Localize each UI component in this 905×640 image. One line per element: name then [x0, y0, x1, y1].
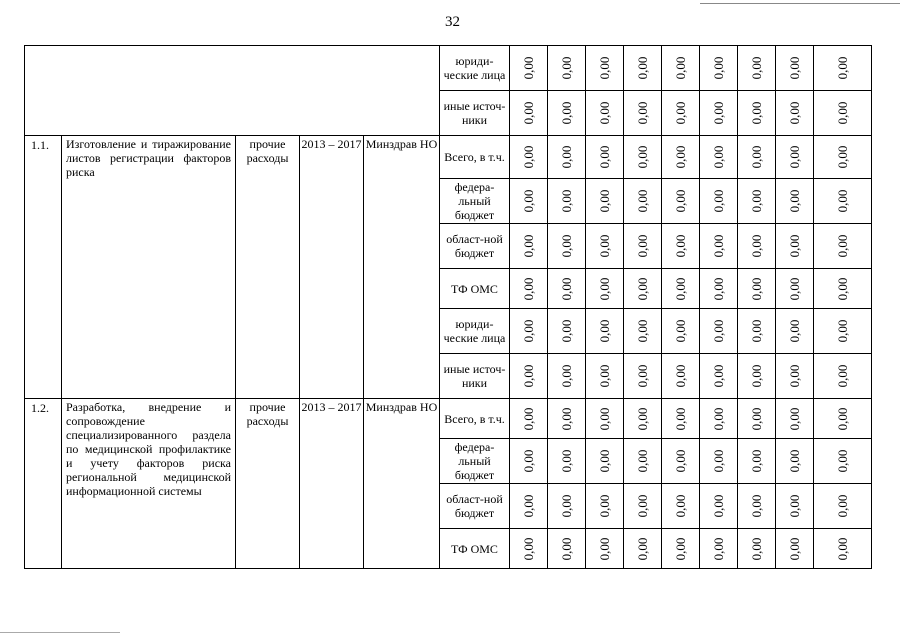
- value-text: 0,00: [634, 234, 650, 258]
- value-cell: [776, 399, 814, 439]
- value-cell: [510, 354, 548, 399]
- value-text: 0,00: [634, 407, 650, 430]
- value-cell: [738, 439, 776, 484]
- value-text: 0,00: [672, 56, 688, 80]
- value-text: 0,00: [596, 319, 612, 343]
- value-text: 0,00: [786, 101, 802, 125]
- value-cell: [776, 179, 814, 224]
- value-cell: [510, 269, 548, 309]
- value-text: 0,00: [634, 189, 650, 213]
- value-text: 0,00: [634, 277, 650, 300]
- value-cell: [510, 439, 548, 484]
- funding-source-cell: Всего, в т.ч.: [440, 136, 510, 179]
- value-text: 0,00: [748, 277, 764, 300]
- value-cell: [548, 399, 586, 439]
- value-text: 0,00: [710, 277, 726, 300]
- value-cell: [510, 399, 548, 439]
- value-text: 0,00: [634, 145, 650, 169]
- item-description: Разработка, внедрение и сопровождение специализированного раздела по медицинской профилактике и учету факторов риска региональной медицинской информационной системы: [62, 399, 236, 569]
- value-text: 0,00: [520, 537, 536, 560]
- value-text: 0,00: [672, 364, 688, 388]
- value-cell: [624, 224, 662, 269]
- value-text: 0,00: [558, 277, 574, 300]
- funding-source-cell: ТФ ОМС: [440, 269, 510, 309]
- value-text: 0,00: [634, 56, 650, 80]
- value-text: 0,00: [710, 101, 726, 125]
- value-cell: [586, 354, 624, 399]
- value-text: 0,00: [672, 449, 688, 473]
- value-cell: [510, 91, 548, 136]
- value-text: 0,00: [596, 364, 612, 388]
- value-text: 0,00: [786, 537, 802, 560]
- table-row: [25, 136, 872, 179]
- value-text: 0,00: [748, 537, 764, 560]
- value-cell: [776, 529, 814, 569]
- value-text: 0,00: [710, 234, 726, 258]
- value-text: 0,00: [710, 189, 726, 213]
- value-text: 0,00: [748, 449, 764, 473]
- value-cell: [776, 354, 814, 399]
- funding-source-cell: Всего, в т.ч.: [440, 399, 510, 439]
- value-text: 0,00: [710, 494, 726, 518]
- table-row: [25, 399, 872, 439]
- funding-source-cell: иные источ-ники: [440, 354, 510, 399]
- value-cell: [510, 484, 548, 529]
- value-cell: [662, 354, 700, 399]
- period: 2013 – 2017: [300, 136, 364, 399]
- value-text: 0,00: [834, 234, 850, 258]
- funding-source-cell: ТФ ОМС: [440, 529, 510, 569]
- value-cell: [738, 529, 776, 569]
- value-cell: [548, 309, 586, 354]
- value-text: 0,00: [748, 101, 764, 125]
- value-cell: [624, 439, 662, 484]
- value-cell: [586, 179, 624, 224]
- value-cell: [548, 354, 586, 399]
- value-text: 0,00: [786, 449, 802, 473]
- value-text: 0,00: [786, 364, 802, 388]
- value-cell: [548, 46, 586, 91]
- value-text: 0,00: [834, 145, 850, 169]
- value-cell: [700, 179, 738, 224]
- executor: Минздрав НО: [364, 136, 440, 399]
- value-text: 0,00: [520, 364, 536, 388]
- value-text: 0,00: [520, 56, 536, 80]
- continuation-blank-cell: [25, 46, 440, 136]
- value-cell: [814, 269, 872, 309]
- value-cell: [624, 269, 662, 309]
- value-text: 0,00: [520, 449, 536, 473]
- scan-edge-mark: [0, 632, 120, 633]
- value-cell: [776, 439, 814, 484]
- value-cell: [624, 179, 662, 224]
- value-cell: [662, 224, 700, 269]
- value-text: 0,00: [748, 145, 764, 169]
- value-cell: [700, 46, 738, 91]
- value-cell: [662, 529, 700, 569]
- value-cell: [814, 91, 872, 136]
- value-text: 0,00: [834, 277, 850, 300]
- value-cell: [776, 309, 814, 354]
- value-text: 0,00: [520, 189, 536, 213]
- value-cell: [814, 529, 872, 569]
- value-text: 0,00: [672, 407, 688, 430]
- value-text: 0,00: [558, 319, 574, 343]
- funding-source-cell: иные источ-ники: [440, 91, 510, 136]
- value-text: 0,00: [634, 319, 650, 343]
- period: 2013 – 2017: [300, 399, 364, 569]
- value-cell: [662, 309, 700, 354]
- value-cell: [548, 269, 586, 309]
- value-cell: [510, 224, 548, 269]
- item-description: Изготовление и тиражирование листов регистрации факторов риска: [62, 136, 236, 399]
- value-text: 0,00: [834, 56, 850, 80]
- value-cell: [624, 529, 662, 569]
- value-text: 0,00: [710, 364, 726, 388]
- value-text: 0,00: [672, 145, 688, 169]
- value-text: 0,00: [710, 537, 726, 560]
- value-cell: [548, 439, 586, 484]
- value-text: 0,00: [596, 407, 612, 430]
- value-text: 0,00: [520, 145, 536, 169]
- value-cell: [700, 399, 738, 439]
- value-text: 0,00: [672, 537, 688, 560]
- value-text: 0,00: [596, 189, 612, 213]
- value-cell: [662, 91, 700, 136]
- value-text: 0,00: [558, 56, 574, 80]
- value-cell: [586, 484, 624, 529]
- value-text: 0,00: [710, 145, 726, 169]
- value-text: 0,00: [672, 234, 688, 258]
- value-text: 0,00: [786, 56, 802, 80]
- value-cell: [738, 484, 776, 529]
- funding-table: [24, 45, 872, 569]
- value-text: 0,00: [558, 189, 574, 213]
- value-cell: [586, 309, 624, 354]
- expense-type: прочие расходы: [236, 136, 300, 399]
- value-text: 0,00: [786, 319, 802, 343]
- value-text: 0,00: [748, 319, 764, 343]
- value-cell: [738, 179, 776, 224]
- value-cell: [776, 91, 814, 136]
- value-text: 0,00: [634, 101, 650, 125]
- value-text: 0,00: [634, 449, 650, 473]
- value-cell: [814, 439, 872, 484]
- value-text: 0,00: [786, 407, 802, 430]
- value-cell: [548, 136, 586, 179]
- value-cell: [814, 399, 872, 439]
- value-cell: [586, 46, 624, 91]
- value-text: 0,00: [520, 319, 536, 343]
- value-cell: [814, 354, 872, 399]
- value-cell: [700, 269, 738, 309]
- value-cell: [662, 136, 700, 179]
- value-cell: [548, 91, 586, 136]
- value-cell: [738, 91, 776, 136]
- value-text: 0,00: [834, 319, 850, 343]
- page-number: 32: [445, 14, 460, 30]
- value-text: 0,00: [748, 364, 764, 388]
- value-cell: [814, 309, 872, 354]
- value-text: 0,00: [710, 407, 726, 430]
- value-cell: [510, 46, 548, 91]
- value-cell: [738, 354, 776, 399]
- value-cell: [548, 484, 586, 529]
- value-cell: [776, 484, 814, 529]
- value-cell: [776, 46, 814, 91]
- value-cell: [700, 484, 738, 529]
- value-cell: [586, 269, 624, 309]
- value-cell: [586, 91, 624, 136]
- value-text: 0,00: [558, 101, 574, 125]
- value-text: 0,00: [596, 277, 612, 300]
- value-text: 0,00: [672, 101, 688, 125]
- funding-source-cell: федера-льный бюджет: [440, 179, 510, 224]
- value-text: 0,00: [834, 189, 850, 213]
- value-cell: [624, 91, 662, 136]
- value-cell: [662, 439, 700, 484]
- value-cell: [700, 224, 738, 269]
- value-text: 0,00: [672, 494, 688, 518]
- value-cell: [700, 439, 738, 484]
- value-cell: [700, 354, 738, 399]
- funding-source-cell: юриди-ческие лица: [440, 309, 510, 354]
- value-text: 0,00: [748, 407, 764, 430]
- value-cell: [814, 136, 872, 179]
- value-cell: [662, 484, 700, 529]
- value-cell: [738, 309, 776, 354]
- value-cell: [586, 136, 624, 179]
- value-cell: [738, 269, 776, 309]
- value-text: 0,00: [748, 494, 764, 518]
- value-cell: [700, 136, 738, 179]
- value-text: 0,00: [834, 537, 850, 560]
- value-cell: [548, 224, 586, 269]
- value-text: 0,00: [786, 277, 802, 300]
- value-text: 0,00: [748, 189, 764, 213]
- funding-source-cell: юриди-ческие лица: [440, 46, 510, 91]
- funding-source-cell: федера-льный бюджет: [440, 439, 510, 484]
- value-text: 0,00: [558, 537, 574, 560]
- value-text: 0,00: [786, 494, 802, 518]
- value-text: 0,00: [672, 319, 688, 343]
- value-text: 0,00: [596, 449, 612, 473]
- value-text: 0,00: [558, 234, 574, 258]
- value-cell: [738, 136, 776, 179]
- executor: Минздрав НО: [364, 399, 440, 569]
- value-cell: [662, 46, 700, 91]
- value-text: 0,00: [558, 145, 574, 169]
- value-text: 0,00: [596, 494, 612, 518]
- value-text: 0,00: [634, 494, 650, 518]
- value-cell: [776, 136, 814, 179]
- value-cell: [814, 179, 872, 224]
- value-text: 0,00: [748, 234, 764, 258]
- value-text: 0,00: [558, 449, 574, 473]
- value-cell: [510, 309, 548, 354]
- value-cell: [548, 179, 586, 224]
- item-number: 1.1.: [25, 136, 62, 399]
- value-text: 0,00: [558, 364, 574, 388]
- table-row: [25, 46, 872, 91]
- value-text: 0,00: [634, 364, 650, 388]
- value-cell: [700, 529, 738, 569]
- value-text: 0,00: [710, 319, 726, 343]
- value-text: 0,00: [710, 449, 726, 473]
- value-cell: [510, 529, 548, 569]
- value-cell: [624, 309, 662, 354]
- value-text: 0,00: [834, 407, 850, 430]
- value-cell: [738, 399, 776, 439]
- value-text: 0,00: [596, 145, 612, 169]
- value-cell: [624, 484, 662, 529]
- value-cell: [624, 136, 662, 179]
- item-number: 1.2.: [25, 399, 62, 569]
- value-text: 0,00: [520, 407, 536, 430]
- value-text: 0,00: [596, 56, 612, 80]
- value-text: 0,00: [558, 494, 574, 518]
- value-cell: [548, 529, 586, 569]
- value-cell: [700, 309, 738, 354]
- value-text: 0,00: [520, 101, 536, 125]
- value-cell: [776, 269, 814, 309]
- funding-source-cell: област-ной бюджет: [440, 484, 510, 529]
- value-cell: [586, 224, 624, 269]
- value-cell: [586, 439, 624, 484]
- value-cell: [738, 46, 776, 91]
- value-text: 0,00: [834, 494, 850, 518]
- value-text: 0,00: [834, 364, 850, 388]
- value-cell: [700, 91, 738, 136]
- value-cell: [662, 399, 700, 439]
- value-cell: [586, 529, 624, 569]
- value-text: 0,00: [834, 449, 850, 473]
- expense-type: прочие расходы: [236, 399, 300, 569]
- value-cell: [624, 354, 662, 399]
- value-cell: [510, 179, 548, 224]
- value-text: 0,00: [520, 494, 536, 518]
- value-cell: [624, 46, 662, 91]
- value-cell: [814, 224, 872, 269]
- value-cell: [662, 179, 700, 224]
- value-cell: [662, 269, 700, 309]
- value-cell: [624, 399, 662, 439]
- value-text: 0,00: [748, 56, 764, 80]
- value-text: 0,00: [520, 277, 536, 300]
- value-cell: [814, 46, 872, 91]
- value-cell: [776, 224, 814, 269]
- value-cell: [738, 224, 776, 269]
- value-text: 0,00: [596, 234, 612, 258]
- value-cell: [510, 136, 548, 179]
- value-cell: [586, 399, 624, 439]
- value-cell: [814, 484, 872, 529]
- value-text: 0,00: [710, 56, 726, 80]
- value-text: 0,00: [834, 101, 850, 125]
- value-text: 0,00: [672, 277, 688, 300]
- scan-edge-mark: [700, 3, 900, 4]
- funding-source-cell: област-ной бюджет: [440, 224, 510, 269]
- value-text: 0,00: [672, 189, 688, 213]
- value-text: 0,00: [596, 101, 612, 125]
- value-text: 0,00: [520, 234, 536, 258]
- value-text: 0,00: [786, 234, 802, 258]
- value-text: 0,00: [786, 189, 802, 213]
- value-text: 0,00: [596, 537, 612, 560]
- value-text: 0,00: [558, 407, 574, 430]
- value-text: 0,00: [786, 145, 802, 169]
- value-text: 0,00: [634, 537, 650, 560]
